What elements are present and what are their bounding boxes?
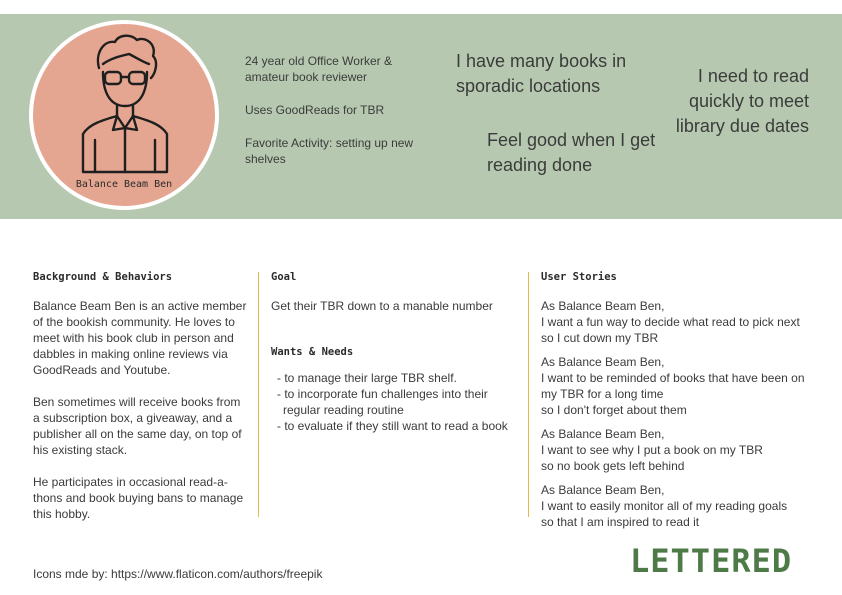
- story-so: so I don't forget about them: [541, 403, 687, 417]
- quote-feel-good: Feel good when I get reading done: [487, 130, 656, 175]
- goal-text: Get their TBR down to a manable number: [271, 299, 493, 313]
- goal-section: [271, 270, 516, 434]
- background-paragraph: Balance Beam Ben is an active member of the bookish community. He loves to meet with his book club in person and dabbles in making online reviews via GoodReads and Youtube.: [33, 299, 247, 377]
- story-so: so that I am inspired to read it: [541, 515, 700, 529]
- quote-sporadic-locations: I have many books in sporadic locations: [456, 51, 627, 96]
- fact-tools: Uses GoodReads for TBR: [245, 103, 385, 117]
- background-paragraph: He participates in occasional read-a-thons and book buying bans to manage this hobby.: [33, 475, 244, 521]
- lettered-logo: LETTERED: [630, 542, 793, 580]
- story-want: I want to be reminded of books that have been on my TBR for a long time: [541, 371, 805, 401]
- story-as: As Balance Beam Ben,: [541, 355, 665, 369]
- user-story: [541, 354, 821, 418]
- persona-facts: [245, 53, 415, 167]
- goal-heading: Goal: [271, 271, 297, 283]
- story-so: so no book gets left behind: [541, 459, 685, 473]
- stories-heading: User Stories: [541, 271, 617, 283]
- background-paragraph: Ben sometimes will receive books from a subscription box, a giveaway, and a publisher all on the same day, on top of his existing stack.: [33, 395, 242, 457]
- background-heading: Background & Behaviors: [33, 271, 173, 283]
- user-story: [541, 426, 821, 474]
- fact-favorite-activity: Favorite Activity: setting up new shelves: [245, 136, 414, 166]
- user-stories-section: [541, 270, 821, 530]
- wants-list: [271, 370, 516, 434]
- story-as: As Balance Beam Ben,: [541, 483, 665, 497]
- persona-name: Balance Beam Ben: [75, 179, 173, 190]
- story-want: I want to easily monitor all of my reading goals: [541, 499, 788, 513]
- user-story: [541, 298, 821, 346]
- list-item: - to manage their large TBR shelf.: [277, 371, 457, 385]
- story-so: so I cut down my TBR: [541, 331, 659, 345]
- quote-library-due-dates: I need to read quickly to meet library due dates: [675, 66, 809, 136]
- list-item: - to incorporate fun challenges into their regular reading routine: [277, 387, 488, 417]
- story-want: I want a fun way to decide what read to pick next: [541, 315, 800, 329]
- story-as: As Balance Beam Ben,: [541, 299, 665, 313]
- list-item: - to evaluate if they still want to read a book: [277, 419, 508, 433]
- story-want: I want to see why I put a book on my TBR: [541, 443, 763, 457]
- icon-credit: Icons mde by: https://www.flaticon.com/authors/freepik: [33, 567, 323, 581]
- background-section: [33, 270, 248, 522]
- avatar: [33, 24, 215, 206]
- user-story: [541, 482, 821, 530]
- wants-heading: Wants & Needs: [271, 346, 354, 358]
- fact-age-occupation: 24 year old Office Worker & amateur book reviewer: [245, 54, 392, 84]
- column-divider: [528, 272, 529, 517]
- column-divider: [258, 272, 259, 517]
- story-as: As Balance Beam Ben,: [541, 427, 665, 441]
